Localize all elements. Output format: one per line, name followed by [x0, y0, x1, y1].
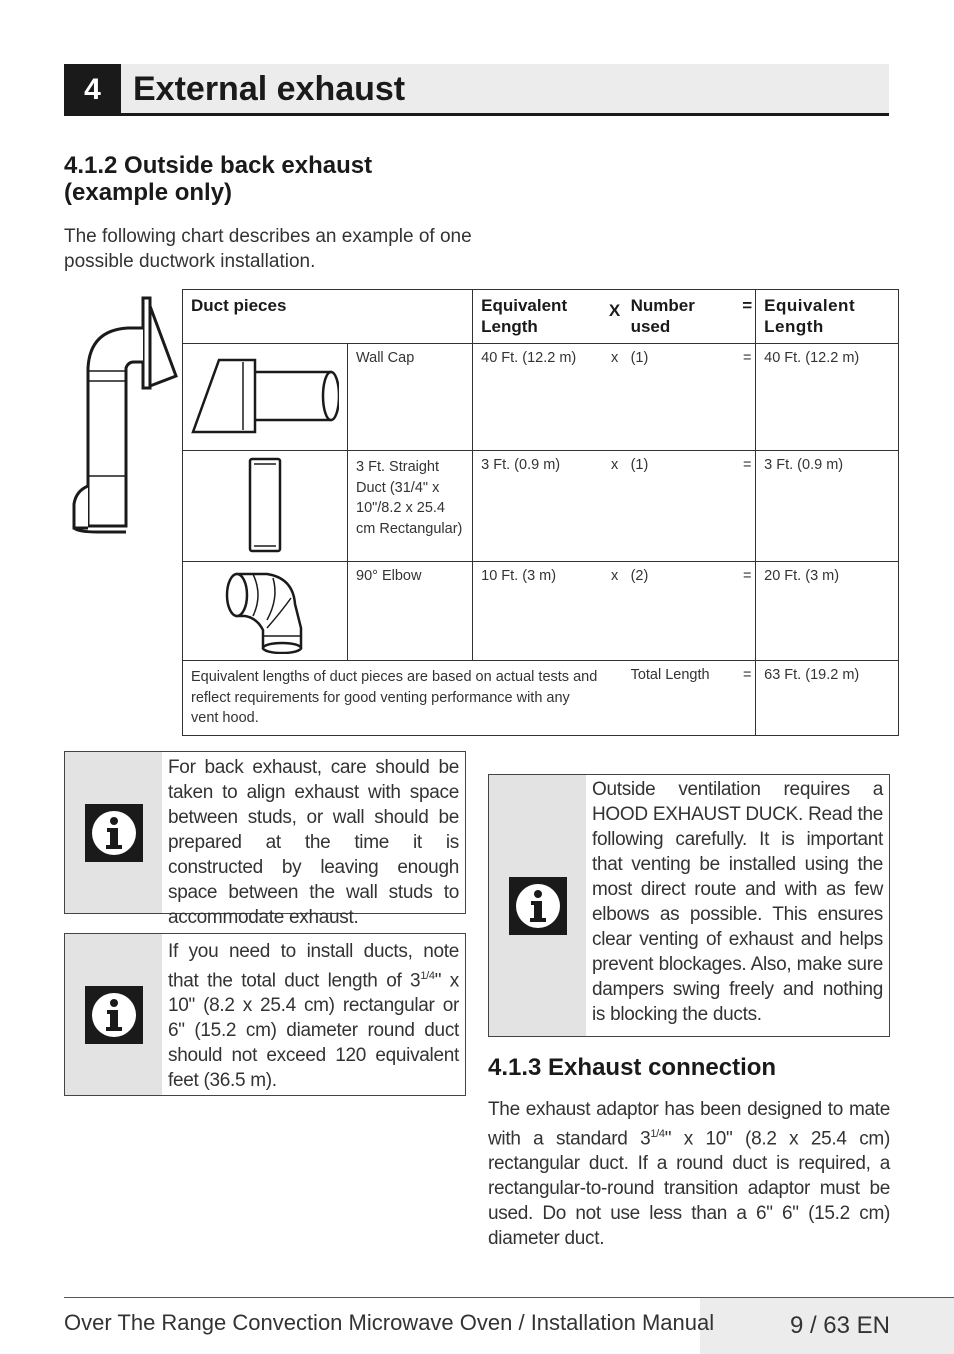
row-image-cell — [183, 451, 348, 562]
row-equals: = — [739, 562, 755, 661]
section-title: External exhaust — [133, 70, 406, 108]
row-equals: = — [739, 344, 755, 451]
duct-table — [182, 289, 899, 736]
wall-cap-icon — [191, 350, 339, 442]
table-row — [183, 562, 899, 661]
row-equivalent: 40 Ft. (12.2 m) — [473, 344, 607, 451]
info-icon — [85, 986, 143, 1044]
row-count: (1) — [623, 344, 740, 451]
row-total: 20 Ft. (3 m) — [756, 562, 899, 661]
exhaust-connection-text: The exhaust adaptor has been designed to mate with a standard $3^{1/4}$" x 10" (8.2 x 25.4 cm) rectangular duct. If a round duct is required, a rectangular-to-round transition adaptor must be used. Do not use less than a 6" 6" (15.2 cm) diameter duct. — [488, 1099, 890, 1250]
straight-duct-icon — [245, 457, 285, 553]
header-total-length: Equivalent Length — [756, 290, 899, 344]
header-number-used: Number used — [623, 290, 740, 344]
row-equivalent: 3 Ft. (0.9 m) — [473, 451, 607, 562]
row-total: 3 Ft. (0.9 m) — [756, 451, 899, 562]
header-duct-pieces: Duct pieces — [183, 290, 473, 344]
header-times: X — [607, 290, 623, 344]
table-footer-row — [183, 661, 899, 736]
row-equivalent: 10 Ft. (3 m) — [473, 562, 607, 661]
duct-assembly-icon — [68, 296, 183, 534]
row-equals: = — [739, 451, 755, 562]
total-equals: = — [739, 661, 755, 736]
info-box-studs — [64, 751, 466, 928]
total-length-value: 63 Ft. (19.2 m) — [756, 661, 899, 736]
table-note: Equivalent lengths of duct pieces are based on actual tests and reflect requirements for good venting performance with any vent hood. — [183, 661, 607, 736]
page-number: 9 / 63 EN — [700, 1298, 954, 1354]
row-name: 3 Ft. Straight Duct (31/4" x 10"/8.2 x 25.4 cm Rectangular) — [348, 451, 473, 562]
footer-title: Over The Range Convection Microwave Oven / Installation Manual — [64, 1310, 715, 1335]
intro-line2: possible ductwork installation. — [64, 251, 316, 272]
subsection-heading-exhaust: 4.1.3 Exhaust connection — [488, 1054, 777, 1081]
total-length-label: Total Length — [623, 661, 740, 736]
row-count: (1) — [623, 451, 740, 562]
info-text-studs: For back exhaust, care should be taken to align exhaust with space between studs, or wall should be prepared at the time it is constructed by leaving enough space between the wall studs to accommodate exhaust. — [168, 757, 459, 928]
subsection-heading-line2: (example only) — [64, 179, 233, 206]
row-image-cell — [183, 344, 348, 451]
row-times: x — [607, 562, 623, 661]
row-times: x — [607, 344, 623, 451]
row-count: (2) — [623, 562, 740, 661]
intro-line1: The following chart describes an example of one — [64, 226, 472, 247]
subsection-heading — [64, 152, 372, 206]
row-name: Wall Cap — [348, 344, 473, 451]
info-text-duct-length: If you need to install ducts, note that the total duct length of $3^{1/4}$" x 10" (8.2 x 25.4 cm) rectangular or 6" (15.2 cm) diameter round duct should not exceed 120 equivalent feet (36.5 m). — [168, 941, 459, 1092]
info-box-ventilation — [488, 774, 890, 1037]
info-text-ventilation: Outside ventilation requires a HOOD EXHAUST DUCK. Read the following carefully. It is important that venting be installed using the most direct route and with as few elbows as possible. This ensures clear venting of exhaust and helps prevent blockages. Also, make sure dampers swing freely and nothing is blocking the ducts. — [592, 779, 883, 1025]
row-times: x — [607, 451, 623, 562]
subsection-heading-line1: 4.1.2 Outside back exhaust — [64, 152, 373, 179]
info-box-duct-length — [64, 933, 466, 1096]
row-name: 90° Elbow — [348, 562, 473, 661]
row-image-cell — [183, 562, 348, 661]
header-equals: = — [739, 290, 755, 344]
section-number: 4 — [64, 64, 121, 116]
table-header-row — [183, 290, 899, 344]
info-icon — [85, 804, 143, 862]
row-total: 40 Ft. (12.2 m) — [756, 344, 899, 451]
intro-paragraph — [64, 224, 472, 274]
elbow-icon — [215, 568, 315, 654]
table-row — [183, 344, 899, 451]
header-equivalent-length: Equivalent Length — [473, 290, 607, 344]
info-icon — [509, 877, 567, 935]
table-row — [183, 451, 899, 562]
